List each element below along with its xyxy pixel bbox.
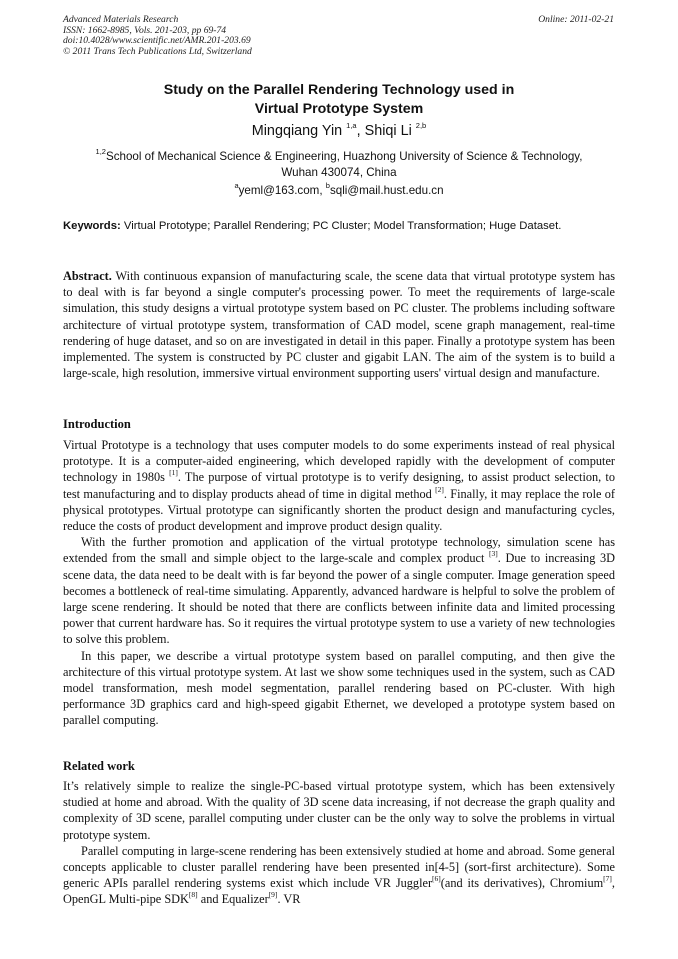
- citation-2: [2]: [435, 484, 444, 494]
- author-2-name: Shiqi Li: [364, 123, 416, 139]
- related-p2-text-a: Parallel computing in large-scene rendering has been extensively studied at home and abroad. Some general concepts applicable to cluster parallel rendering have been presented in[4-5] (sort-first architecture). Some generic APIs parallel rendering systems exist which include VR Juggler: [63, 843, 615, 891]
- intro-p1-text-c: . Finally, it may replace the role of physical prototypes. Virtual prototype can significantly shorten the product design and manufacturing cycles, reduce the costs of product development and improve product design quality.: [63, 486, 615, 534]
- introduction-body: [63, 437, 615, 729]
- intro-paragraph-3: In this paper, we describe a virtual prototype system based on parallel computing, and then give the architecture of this virtual prototype system. At last we show some techniques used in the system, such as CAD model transformation, mesh model segmentation, parallel rendering based on PC-cluster. With high performance 3D graphics card and high-speed gigabit Ethernet, we developed a prototype system based on parallel computing.: [63, 648, 615, 728]
- citation-9: [9]: [268, 890, 278, 900]
- introduction-heading: Introduction: [63, 417, 131, 431]
- intro-p1-text-a: Virtual Prototype is a technology that uses computer models to do some experiments instead of real physical prototype. It is a computer-aided engineering, which developed rapidly with the development of computer technology in 1980s: [63, 438, 615, 485]
- related-paragraph-1: It’s relatively simple to realize the single-PC-based virtual prototype system, which has been extensively studied at home and abroad. With the quality of 3D scene data increasing, if not decrease the graph quality and complexity of 3D scene, parallel computing under cluster can be the only way to solve the problems in virtual prototype system.: [63, 779, 615, 842]
- affiliation-line-1: School of Mechanical Science & Engineering, Huazhong University of Science & Technology,: [105, 150, 583, 163]
- citation-6: [6]: [432, 874, 441, 884]
- intro-p2-text-b: . Due to increasing 3D scene data, the data need to be dealt with is far beyond the power of a single computer. Image generation speed becomes a bottleneck of real-time simulating. Apparently, advanced hardware is helpful to solve the problem of large scene rendering. It should be noted that there are conflicts between infinite data and limited processing power that current hardware has. So it requires the virtual prototype system to use a variety of new technologies to solve this problem.: [63, 551, 616, 647]
- related-work-body: [63, 778, 615, 908]
- affiliation: [63, 149, 615, 181]
- affiliation-sup: 1,2: [95, 147, 106, 157]
- author-separator: ,: [356, 123, 365, 139]
- title-line-2: Virtual Prototype System: [254, 100, 424, 117]
- online-date: Online: 2011-02-21: [538, 14, 614, 25]
- related-p2-text-e: . VR: [277, 892, 301, 907]
- running-header-left: [63, 15, 252, 57]
- email-b: sqli@mail.hust.edu.cn: [329, 184, 444, 197]
- related-paragraph-2: [63, 843, 615, 908]
- abstract: [63, 268, 615, 381]
- doi-line: doi:10.4028/www.scientific.net/AMR.201-203.69: [63, 35, 251, 47]
- citation-3: [3]: [489, 549, 498, 559]
- email-b-sup: b: [325, 181, 330, 191]
- title-line-1: Study on the Parallel Rendering Technology used in: [163, 82, 515, 98]
- related-work-heading: Related work: [63, 759, 135, 773]
- citation-8: [8]: [188, 890, 198, 900]
- intro-paragraph-1: [63, 437, 615, 534]
- author-emails: [63, 183, 615, 199]
- intro-p2-text-a: With the further promotion and application of the virtual prototype technology, simulation scene has extended from the small and simple object to the large-scale and complex product: [63, 535, 615, 566]
- email-a-sup: a: [234, 181, 239, 191]
- abstract-label: Abstract.: [63, 269, 112, 283]
- citation-7: [7]: [603, 874, 612, 884]
- intro-paragraph-2: [63, 534, 615, 647]
- keywords: [63, 219, 615, 235]
- author-1-affil: 1,a: [346, 121, 357, 131]
- email-a: yeml@163.com,: [238, 184, 326, 197]
- author-1-name: Mingqiang Yin: [251, 123, 347, 139]
- issn-line: ISSN: 1662-8985, Vols. 201-203, pp 69-74: [63, 24, 227, 36]
- citation-1: [1]: [169, 468, 178, 478]
- journal-name: Advanced Materials Research: [63, 14, 179, 25]
- keywords-text: Virtual Prototype; Parallel Rendering; PC Cluster; Model Transformation; Huge Dataset.: [120, 220, 562, 232]
- keywords-label: Keywords:: [63, 220, 121, 232]
- affiliation-line-2: Wuhan 430074, China: [281, 166, 397, 179]
- intro-p1-text-b: . The purpose of virtual prototype is to verify designing, to assist product selection, to test manufacturing and to display products ahead of time in digital method: [63, 470, 615, 501]
- abstract-text: With continuous expansion of manufacturing scale, the scene data that virtual prototype system has to deal with is far beyond a single computer's processing power. To meet the requirements of large-scale simulation, this study designs a virtual prototype system based on PC cluster. The problems including software architecture of virtual prototype system, transformation of CAD model, scene graph management, real-time rendering of huge dataset, and so on are investigated in detail in this paper. Finally a prototype system has been implemented. The system is constructed by PC cluster and gigabit LAN. The aim of the system is to build a large-scale, high resolution, immersive virtual environment supporting users' virtual design and manufacture.: [63, 269, 615, 381]
- paper-title: [63, 81, 615, 118]
- related-p2-text-b: (and its derivatives), Chromium: [440, 876, 604, 891]
- author-list: [63, 122, 615, 140]
- related-p2-text-d: and Equalizer: [197, 892, 269, 907]
- related-p2-text-c: , OpenGL Multi-pipe SDK: [63, 876, 615, 907]
- author-2-affil: 2,b: [415, 121, 427, 131]
- copyright-line: © 2011 Trans Tech Publications Ltd, Switzerland: [63, 45, 252, 57]
